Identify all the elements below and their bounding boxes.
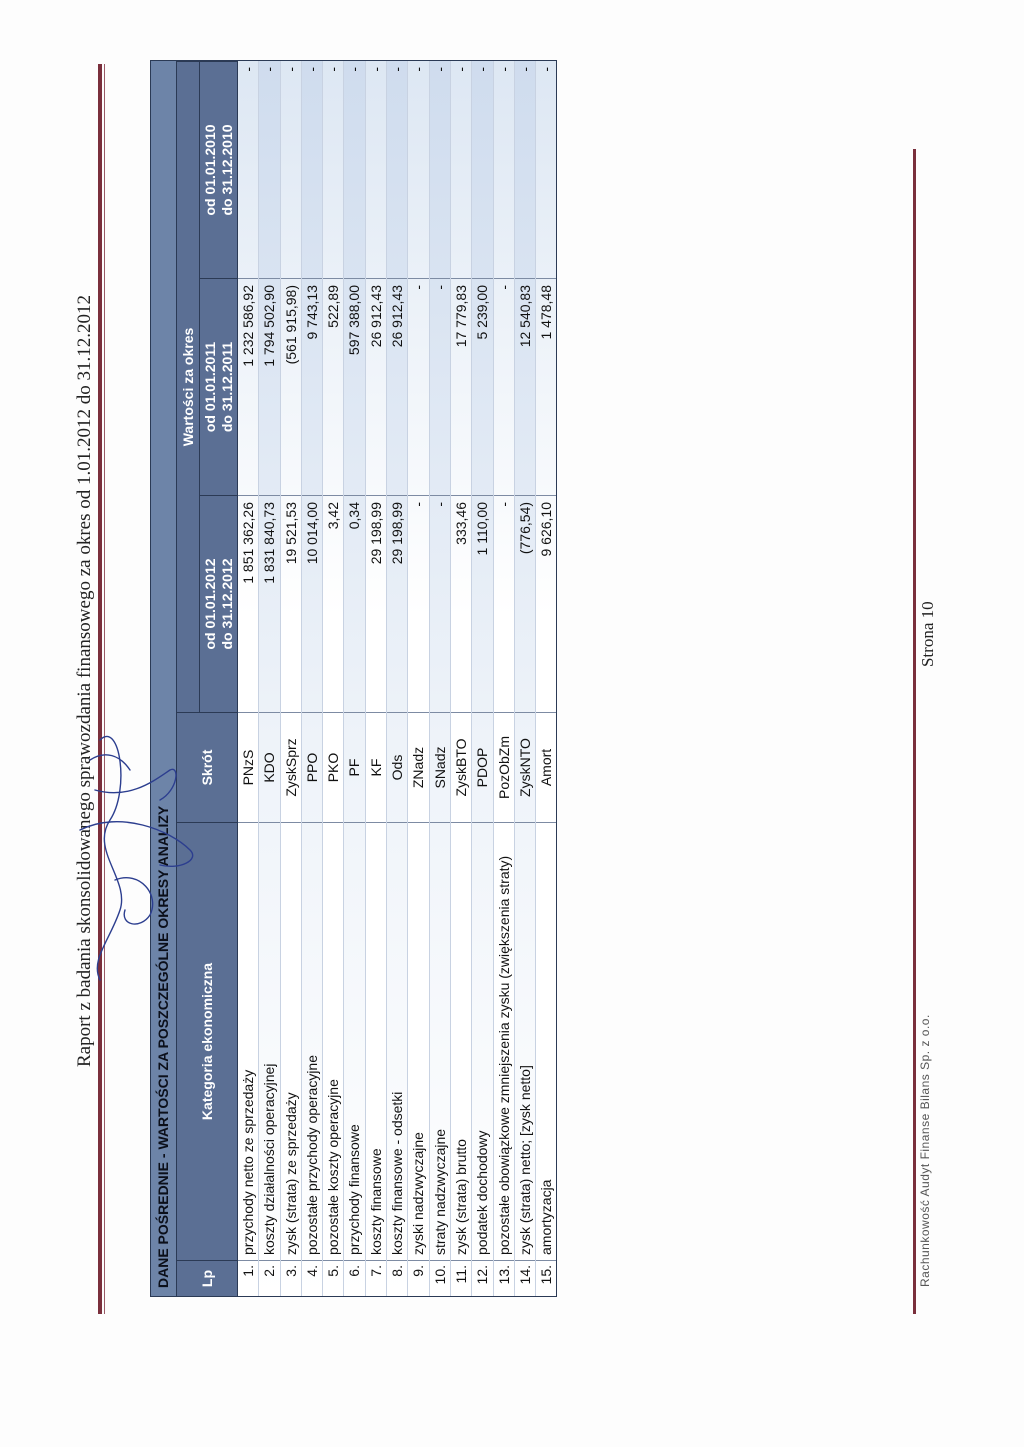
table-row <box>281 61 302 1296</box>
row-category: zyski nadzwyczajne <box>408 822 428 1260</box>
page-number: Strona 10 <box>918 601 937 667</box>
row-lp: 2. <box>259 1260 279 1296</box>
row-abbreviation: ZyskNTO <box>515 712 535 822</box>
row-value-2012: 333,46 <box>451 495 471 712</box>
table-section-title: DANE POŚREDNIE - WARTOŚCI ZA POSZCZEGÓLNE OKRESY ANALIZY <box>151 61 177 1296</box>
row-lp: 8. <box>387 1260 407 1296</box>
row-abbreviation: ZNadz <box>408 712 428 822</box>
row-lp: 1. <box>238 1260 258 1296</box>
row-lp: 12. <box>472 1260 492 1296</box>
row-category: pozostałe koszty operacyjne <box>323 822 343 1260</box>
row-lp: 15. <box>536 1260 556 1296</box>
row-lp: 3. <box>281 1260 301 1296</box>
row-abbreviation: PNzS <box>238 712 258 822</box>
row-value-2010: - <box>495 67 512 72</box>
table-row <box>515 61 536 1296</box>
footer-company: Rachunkowość Audyt Finanse Bilans Sp. z o.o. <box>918 1014 932 1287</box>
row-lp: 7. <box>366 1260 386 1296</box>
row-value-2011: 597 388,00 <box>344 278 364 495</box>
table-row <box>451 61 472 1296</box>
table-row <box>430 61 451 1296</box>
column-group-values <box>177 61 237 712</box>
row-abbreviation: Amort <box>536 712 556 822</box>
row-category: przychody netto ze sprzedaży <box>238 822 258 1260</box>
row-lp: 13. <box>494 1260 514 1296</box>
row-lp: 5. <box>323 1260 343 1296</box>
column-header-period-2011 <box>200 278 237 495</box>
row-value-2011: 1 232 586,92 <box>238 278 258 495</box>
row-lp: 10. <box>430 1260 450 1296</box>
row-category: zysk (strata) ze sprzedaży <box>281 822 301 1260</box>
period-2011-from: od 01.01.2011 <box>201 341 218 433</box>
row-category: przychody finansowe <box>344 822 364 1260</box>
row-value-2012: 1 851 362,26 <box>238 495 258 712</box>
row-value-2010: - <box>516 67 533 72</box>
row-value-2011: 12 540,83 <box>515 278 535 495</box>
row-value-2010: - <box>261 67 278 72</box>
report-title: Raport z badania skonsolidowanego sprawozdania finansowego za okres od 1.01.2012 do 31.12.2012 <box>74 295 95 1067</box>
row-value-2010: - <box>325 67 342 72</box>
row-value-2010: - <box>282 67 299 72</box>
row-value-2012: 29 198,99 <box>366 495 386 712</box>
row-category: koszty działalności operacyjnej <box>259 822 279 1260</box>
row-value-2011: 522,89 <box>323 278 343 495</box>
table-row <box>344 61 365 1296</box>
period-2010-to: do 31.12.2010 <box>218 124 235 216</box>
row-value-2011: 9 743,13 <box>302 278 322 495</box>
row-category: amortyzacja <box>536 822 556 1260</box>
signature-image <box>60 680 210 1000</box>
row-category: podatek dochodowy <box>472 822 492 1260</box>
row-category: zysk (strata) netto; [zysk netto] <box>515 822 535 1260</box>
row-value-2010: - <box>474 67 491 72</box>
row-value-2011: 26 912,43 <box>366 278 386 495</box>
column-header-abbreviation: Skrót <box>177 712 237 822</box>
column-header-lp: Lp <box>177 1260 237 1296</box>
footer-rule <box>913 149 916 1314</box>
period-2010-from: od 01.01.2010 <box>201 124 218 216</box>
row-value-2011: - <box>430 278 450 495</box>
row-value-2010: - <box>431 67 448 72</box>
table-row <box>323 61 344 1296</box>
row-value-2012: 1 110,00 <box>472 495 492 712</box>
row-value-2012: 10 014,00 <box>302 495 322 712</box>
table-row <box>302 61 323 1296</box>
row-abbreviation: ZyskSprz <box>281 712 301 822</box>
row-value-2010: - <box>410 67 427 72</box>
row-category: zysk (strata) brutto <box>451 822 471 1260</box>
column-group-title: Wartości za okres <box>177 62 200 712</box>
row-lp: 9. <box>408 1260 428 1296</box>
row-abbreviation: PKO <box>323 712 343 822</box>
row-abbreviation: PF <box>344 712 364 822</box>
row-value-2012: 0,34 <box>344 495 364 712</box>
row-category: straty nadzwyczajne <box>430 822 450 1260</box>
row-category: koszty finansowe - odsetki <box>387 822 407 1260</box>
row-abbreviation: SNadz <box>430 712 450 822</box>
row-lp: 6. <box>344 1260 364 1296</box>
row-value-2010: - <box>303 67 320 72</box>
row-abbreviation: PPO <box>302 712 322 822</box>
row-value-2011: 26 912,43 <box>387 278 407 495</box>
table-row <box>259 61 280 1296</box>
row-value-2011: - <box>408 278 428 495</box>
row-value-2010: - <box>367 67 384 72</box>
row-value-2010: - <box>452 67 469 72</box>
row-lp: 11. <box>451 1260 471 1296</box>
row-category: pozostałe przychody operacyjne <box>302 822 322 1260</box>
row-value-2012: 19 521,53 <box>281 495 301 712</box>
row-category: koszty finansowe <box>366 822 386 1260</box>
table-row <box>366 61 387 1296</box>
row-value-2012: 29 198,99 <box>387 495 407 712</box>
row-abbreviation: PozObZm <box>494 712 514 822</box>
row-abbreviation: ZyskBTO <box>451 712 471 822</box>
column-header-category: Kategoria ekonomiczna <box>177 822 237 1260</box>
row-value-2011: 1 478,48 <box>536 278 556 495</box>
row-value-2012: 9 626,10 <box>536 495 556 712</box>
row-abbreviation: PDOP <box>472 712 492 822</box>
period-2012-to: do 31.12.2012 <box>218 558 235 650</box>
period-2011-to: do 31.12.2011 <box>218 341 235 433</box>
analysis-table <box>150 60 557 1297</box>
column-header-period-2010 <box>200 62 237 278</box>
row-lp: 14. <box>515 1260 535 1296</box>
table-row <box>238 61 259 1296</box>
row-value-2010: - <box>346 67 363 72</box>
period-2012-from: od 01.01.2012 <box>201 558 218 650</box>
table-body <box>238 61 556 1296</box>
table-row <box>494 61 515 1296</box>
row-abbreviation: KDO <box>259 712 279 822</box>
row-value-2011: - <box>494 278 514 495</box>
row-value-2010: - <box>240 67 256 72</box>
row-value-2012: - <box>408 495 428 712</box>
row-value-2012: - <box>430 495 450 712</box>
table-header <box>177 61 238 1296</box>
table-row <box>472 61 493 1296</box>
table-row <box>536 61 556 1296</box>
row-category: pozostałe obowiązkowe zmniejszenia zysku (zwiększenia straty) <box>494 822 514 1260</box>
row-value-2011: (561 915,98) <box>281 278 301 495</box>
row-value-2012: - <box>494 495 514 712</box>
row-abbreviation: Ods <box>387 712 407 822</box>
row-value-2012: (776,54) <box>515 495 535 712</box>
row-value-2010: - <box>389 67 406 72</box>
row-value-2011: 5 239,00 <box>472 278 492 495</box>
row-lp: 4. <box>302 1260 322 1296</box>
row-value-2012: 1 831 840,73 <box>259 495 279 712</box>
row-value-2012: 3,42 <box>323 495 343 712</box>
table-row <box>408 61 429 1296</box>
row-value-2011: 1 794 502,90 <box>259 278 279 495</box>
row-value-2010: - <box>538 67 555 72</box>
table-row <box>387 61 408 1296</box>
row-value-2011: 17 779,83 <box>451 278 471 495</box>
row-abbreviation: KF <box>366 712 386 822</box>
